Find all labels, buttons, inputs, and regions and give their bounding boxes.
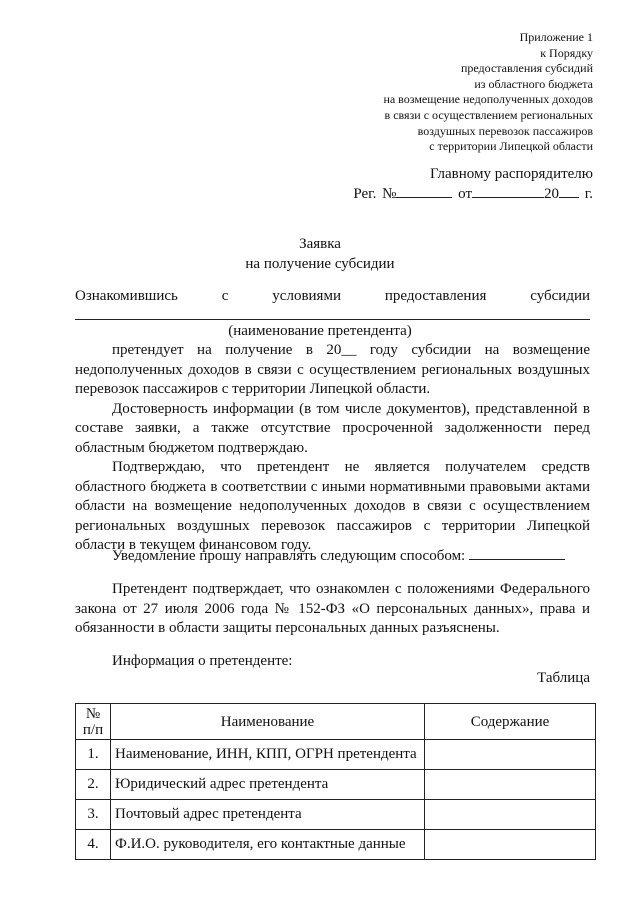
table-label: Таблица [537,670,590,686]
header-num [76,704,111,740]
date-blank[interactable] [472,197,544,198]
row-content[interactable] [425,770,596,800]
title-line: Заявка [299,236,341,252]
applicant-name-caption: (наименование претендента) [228,323,412,339]
application-body [75,341,590,556]
year-blank[interactable] [559,197,579,198]
appendix-line: воздушных перевозок пассажиров [417,123,593,138]
intro-word: предоставления [384,288,487,304]
appendix-line: с территории Липецкой области [429,139,593,154]
table-row [76,830,596,860]
addressee-to: Главному распорядителю [429,166,593,182]
table-row [76,770,596,800]
intro-word: субсидии [530,288,591,304]
table-header-row [76,704,596,740]
intro-line [75,286,590,306]
addressee-block [353,164,593,204]
header-num-line1: № [85,705,101,722]
body-paragraph: Достоверность информации (в том числе документов), представленной в составе заявки, а также отсутствие просроченной задолженности перед областным бюджетом подтверждаю. [75,400,590,456]
notification-line [112,546,565,566]
header-content: Содержание [425,704,596,740]
info-heading: Информация о претенденте: [112,653,293,669]
intro-word: с [221,288,229,304]
intro-word: условиями [272,288,341,304]
registration-line [353,184,593,204]
appendix-line: предоставления субсидий [460,61,593,76]
row-content[interactable] [425,830,596,860]
appendix-line: из областного бюджета [474,76,593,91]
year-prefix: 20 [544,186,560,202]
row-name: Наименование, ИНН, КПП, ОГРН претендента [111,740,425,770]
personal-data-paragraph: Претендент подтверждает, что ознакомлен с положениями Федерального закона от 27 июля 2006 года № 152-ФЗ «О персональных данных», права и обязанности в области защиты персональных данных разъяснены. [75,581,590,636]
table-row [76,800,596,830]
body-paragraph: претендует на получение в 20__ году субсидии на возмещение недополученных доходов в связи с осуществлением региональных воздушных перевозок пассажиров с территории Липецкой области. [75,342,590,397]
year-suffix: г. [584,186,593,202]
row-num: 3. [76,800,111,830]
applicant-info-table [75,703,596,860]
personal-data-block [75,580,590,639]
row-name: Почтовый адрес претендента [111,800,425,830]
header-num-line2: п/п [82,721,104,738]
notification-text: Уведомление прошу направлять следующим способом: [112,548,466,564]
header-name: Наименование [111,704,425,740]
table-row [76,740,596,770]
body-paragraph: Подтверждаю, что претендент не является получателем средств областного бюджета в соответствии с иными нормативными правовыми актами области на возмещение недополученных доходов в связи с осуществлением региональных воздушных перевозок пассажиров с территории Липецкой области в текущем финансовом году. [75,459,590,553]
reg-number-blank[interactable] [396,197,452,198]
row-name: Юридический адрес претендента [111,770,425,800]
row-num: 1. [76,740,111,770]
document-title [0,234,640,274]
appendix-line: к Порядку [540,45,593,60]
applicant-name-line[interactable] [75,319,590,320]
appendix-line: в связи с осуществлением региональных [384,107,593,122]
row-content[interactable] [425,800,596,830]
reg-label: Рег. № [353,186,397,202]
date-label: от [458,186,473,202]
subtitle-line: на получение субсидии [245,256,395,272]
notification-method-blank[interactable] [469,559,565,560]
appendix-line: Приложение 1 [519,30,593,44]
appendix-header [383,30,593,155]
row-num: 4. [76,830,111,860]
row-name: Ф.И.О. руководителя, его контактные данные [111,830,425,860]
row-num: 2. [76,770,111,800]
row-content[interactable] [425,740,596,770]
appendix-line: на возмещение недополученных доходов [383,92,593,107]
intro-word: Ознакомившись [75,288,178,304]
